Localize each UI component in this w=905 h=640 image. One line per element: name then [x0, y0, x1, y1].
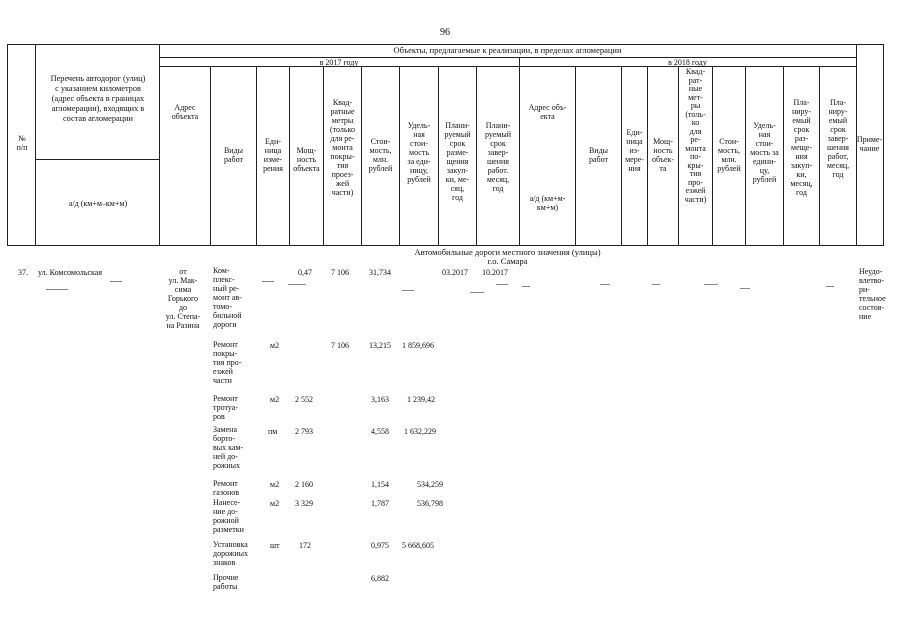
work-capacity: 2 160	[295, 480, 313, 489]
work-unit: м2	[270, 395, 280, 404]
work-unit-cost: 534,259	[417, 480, 443, 489]
work-unit-cost: 1 239,42	[407, 395, 435, 404]
header-year-2018: в 2018 году	[668, 58, 707, 67]
work-cost: 1,787	[371, 499, 389, 508]
work-capacity: 2 552	[295, 395, 313, 404]
entry-address: от ул. Мак- сима Горького до ул. Степа- на Разина	[165, 267, 201, 330]
work-unit-cost: 1 632,229	[404, 427, 436, 436]
header-road-km: а/д (км+м–км+м)	[68, 199, 128, 208]
work-name: Ком- плекс- ный ре- монт ав- томо- бильной дороги	[213, 266, 242, 329]
page-number: 96	[440, 27, 450, 38]
work-cost: 4,558	[371, 427, 389, 436]
col-2018-address: Адрес объ- екта	[528, 103, 567, 121]
col-2018-address-km: а/д (км+м- км+м)	[529, 194, 566, 212]
col-2017-end-term: Плани- руемый срок завер- шения работ. месяц, год	[484, 121, 512, 193]
work-name: Прочие работы	[213, 573, 239, 591]
col-2017-cost: Стои- мость, млн. рублей	[368, 137, 393, 173]
col-2018-works: Виды работ	[588, 146, 609, 164]
work-unit-cost: 1 859,696	[402, 341, 434, 350]
header-year-2017: в 2017 году	[319, 58, 359, 67]
work-name: Установка дорожных знаков	[213, 540, 249, 567]
work-capacity: 0,47	[298, 268, 312, 277]
entry-number: 37.	[18, 268, 28, 277]
work-unit: м2	[270, 480, 280, 489]
work-cost: 1,154	[371, 480, 389, 489]
col-2018-unit: Еди- ница из- мере- ния	[625, 128, 644, 173]
work-name: Нанесе- ние до- рожной разметки	[213, 498, 244, 534]
work-unit-cost: 5 668,605	[402, 541, 434, 550]
work-cost: 6,882	[371, 574, 389, 583]
col-2018-proc-term: Пла- ниру- емый срок раз- меще- ния закуп- ки, месяц, год	[790, 98, 813, 197]
section-title: Автомобильные дороги местного значения (улицы)	[414, 247, 601, 257]
col-2018-end-term: Пла- ниру- емый срок завер- шения работ, месяц, год	[826, 98, 850, 179]
header-note: Приме- чание	[856, 135, 883, 153]
work-capacity: 172	[299, 541, 311, 550]
section-subtitle: г.о. Самара	[487, 256, 528, 266]
work-unit: м2	[270, 341, 280, 350]
work-capacity: 3 329	[295, 499, 313, 508]
header-no: № п/п	[16, 134, 28, 152]
col-2017-unit-cost: Удель- ная стои- мость за еди- ницу, рублей	[407, 121, 431, 184]
col-2017-sqm: Квад- ратные метры (только для ре- монта покры- тия проез- жей части)	[329, 98, 356, 197]
header-group: Объекты, предлагаемые к реализации, в пределах агломерации	[393, 45, 622, 55]
entry-note: Неудо- влетво- ри- тельное состоя- ние	[859, 267, 886, 321]
col-2017-proc-term: Плани- руемый срок разме- щения закуп- ки, ме- сяц, год	[444, 121, 471, 202]
header-road-list: Перечень автодорог (улиц) с указанием километров (адрес объекта в границах агломерации), входящих в состав агломерации	[50, 74, 146, 123]
work-name: Ремонт тротуа- ров	[213, 394, 238, 421]
col-2018-sqm: Квад- рат- ные мет- ры (толь- ко для ре- монта по- кры- тия про- езжей части)	[684, 67, 707, 204]
work-name: Ремонт покры- тия про- езжей части	[213, 340, 242, 385]
work-capacity: 2 793	[295, 427, 313, 436]
work-unit: пм	[268, 427, 278, 436]
work-cost: 31,734	[369, 268, 391, 277]
col-2018-cost: Стои- мость, млн. рублей	[717, 137, 741, 173]
work-sqm: 7 106	[331, 268, 349, 277]
work-sqm: 7 106	[331, 341, 349, 350]
col-2017-unit: Еди- ница изме- рения	[263, 137, 283, 173]
work-cost: 0,975	[371, 541, 389, 550]
work-end-term: 10.2017	[482, 268, 508, 277]
col-2017-works: Виды работ	[223, 146, 244, 164]
entry-road: ул. Комсомольская	[38, 268, 103, 277]
col-2018-unit-cost: Удель- ная стои- мость за едини- цу, рублей	[750, 121, 779, 184]
work-unit: шт	[270, 541, 280, 550]
work-unit-cost: 536,798	[417, 499, 443, 508]
col-2017-address: Адрес объекта	[171, 103, 199, 121]
col-2017-capacity: Мощ- ность объекта	[293, 146, 320, 173]
work-cost: 3,163	[371, 395, 389, 404]
work-proc-term: 03.2017	[442, 268, 468, 277]
work-unit: м2	[270, 499, 280, 508]
col-2018-capacity: Мощ- ность объек- та	[651, 137, 675, 173]
work-cost: 13,215	[369, 341, 391, 350]
work-name: Замена борто- вых кам- ней до- рожных	[213, 425, 244, 470]
work-name: Ремонт газонов	[213, 479, 240, 497]
